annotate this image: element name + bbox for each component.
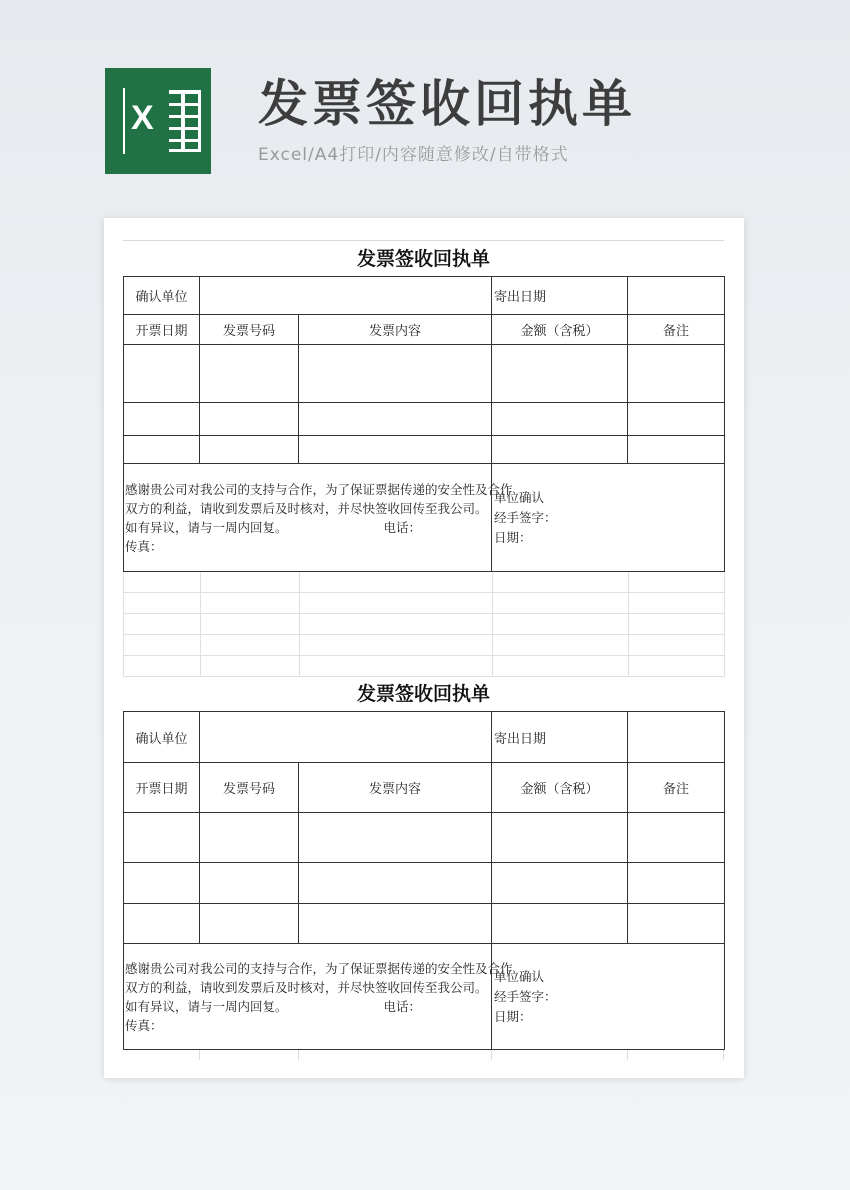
table-header-row <box>124 763 725 813</box>
unit-row <box>124 712 725 763</box>
table-cell[interactable] <box>124 436 200 464</box>
confirm-block <box>492 464 725 572</box>
column-header: 开票日期 <box>124 315 200 345</box>
table-cell[interactable] <box>492 863 628 904</box>
table-cell[interactable] <box>299 904 492 944</box>
table-row <box>124 813 725 863</box>
table-cell[interactable] <box>124 403 200 436</box>
table-cell[interactable] <box>628 436 725 464</box>
tel-label: 电话： <box>383 998 422 1014</box>
table-cell[interactable] <box>200 863 299 904</box>
excel-x-letter: X <box>131 99 154 137</box>
notice-line: 双方的利益，请收到发票后及时核对，并尽快签收回传至我公司。 <box>125 979 488 995</box>
table-cell[interactable] <box>492 436 628 464</box>
notice-line <box>125 997 491 1016</box>
notice-row <box>124 944 725 1050</box>
column-header: 发票内容 <box>299 763 492 813</box>
unit-row <box>124 277 725 315</box>
table-cell[interactable] <box>299 403 492 436</box>
table-cell[interactable] <box>492 813 628 863</box>
send-date-input[interactable] <box>628 712 725 763</box>
column-header: 发票内容 <box>299 315 492 345</box>
send-date-label: 寄出日期 <box>492 277 628 315</box>
notice-line: 感谢贵公司对我公司的支持与合作，为了保证票据传递的安全性及合作 <box>125 481 513 497</box>
notice-line-text: 如有异议，请与一周内回复。 <box>125 998 288 1014</box>
table-cell[interactable] <box>299 345 492 403</box>
notice-line: 感谢贵公司对我公司的支持与合作，为了保证票据传递的安全性及合作 <box>125 960 513 976</box>
table-row <box>124 863 725 904</box>
form-title: 发票签收回执单 <box>356 683 490 705</box>
table-cell[interactable] <box>124 345 200 403</box>
notice-line-text: 如有异议，请与一周内回复。 <box>125 519 288 535</box>
blank-rows <box>123 1050 724 1060</box>
table-cell[interactable] <box>200 345 299 403</box>
table-cell[interactable] <box>628 904 725 944</box>
confirm-unit-input[interactable] <box>200 277 492 315</box>
column-header: 发票号码 <box>200 763 299 813</box>
table-cell[interactable] <box>200 813 299 863</box>
receipt-table <box>123 711 725 1050</box>
table-cell[interactable] <box>492 904 628 944</box>
handler-sign-label: 经手签字： <box>494 988 557 1004</box>
notice-line: 双方的利益，请收到发票后及时核对，并尽快签收回传至我公司。 <box>125 500 488 516</box>
table-row <box>124 904 725 944</box>
table-cell[interactable] <box>200 436 299 464</box>
send-date-input[interactable] <box>628 277 725 315</box>
table-cell[interactable] <box>492 403 628 436</box>
page-subtitle: Excel/A4打印/内容随意修改/自带格式 <box>258 145 569 165</box>
spreadsheet <box>123 240 724 1060</box>
document-paper <box>104 218 744 1078</box>
page-title: 发票签收回执单 <box>258 75 636 133</box>
confirm-unit-label: 确认单位 <box>124 712 200 763</box>
spreadsheet-grid-icon <box>165 90 201 152</box>
form-title: 发票签收回执单 <box>123 240 724 276</box>
table-cell[interactable] <box>628 813 725 863</box>
unit-confirm-label: 单位确认 <box>494 489 545 505</box>
table-cell[interactable] <box>124 813 200 863</box>
table-cell[interactable] <box>492 345 628 403</box>
column-header: 发票号码 <box>200 315 299 345</box>
table-cell[interactable] <box>299 813 492 863</box>
notice-line <box>125 518 491 537</box>
table-cell[interactable] <box>628 863 725 904</box>
table-cell[interactable] <box>299 436 492 464</box>
tel-label: 电话： <box>383 519 422 535</box>
table-cell[interactable] <box>200 904 299 944</box>
table-cell[interactable] <box>124 904 200 944</box>
column-header: 备注 <box>628 315 725 345</box>
table-cell[interactable] <box>299 863 492 904</box>
column-header: 金额（含税） <box>492 315 628 345</box>
page-header <box>0 0 850 200</box>
column-header: 备注 <box>628 763 725 813</box>
column-header: 金额（含税） <box>492 763 628 813</box>
receipt-table <box>123 276 725 572</box>
table-row <box>124 345 725 403</box>
confirm-unit-label: 确认单位 <box>124 277 200 315</box>
table-cell[interactable] <box>628 403 725 436</box>
table-row <box>124 403 725 436</box>
table-cell[interactable] <box>124 863 200 904</box>
handler-sign-label: 经手签字： <box>494 509 557 525</box>
table-row <box>124 436 725 464</box>
notice-row <box>124 464 725 572</box>
send-date-label: 寄出日期 <box>492 712 628 763</box>
date-label: 日期： <box>494 529 532 545</box>
blank-rows <box>123 572 724 677</box>
confirm-unit-input[interactable] <box>200 712 492 763</box>
table-cell[interactable] <box>628 345 725 403</box>
table-header-row <box>124 315 725 345</box>
table-cell[interactable] <box>200 403 299 436</box>
excel-logo-icon <box>105 68 211 174</box>
date-label: 日期： <box>494 1008 532 1024</box>
fax-label: 传真： <box>125 1017 163 1033</box>
unit-confirm-label: 单位确认 <box>494 968 545 984</box>
fax-label: 传真： <box>125 538 163 554</box>
column-header: 开票日期 <box>124 763 200 813</box>
confirm-block <box>492 944 725 1050</box>
